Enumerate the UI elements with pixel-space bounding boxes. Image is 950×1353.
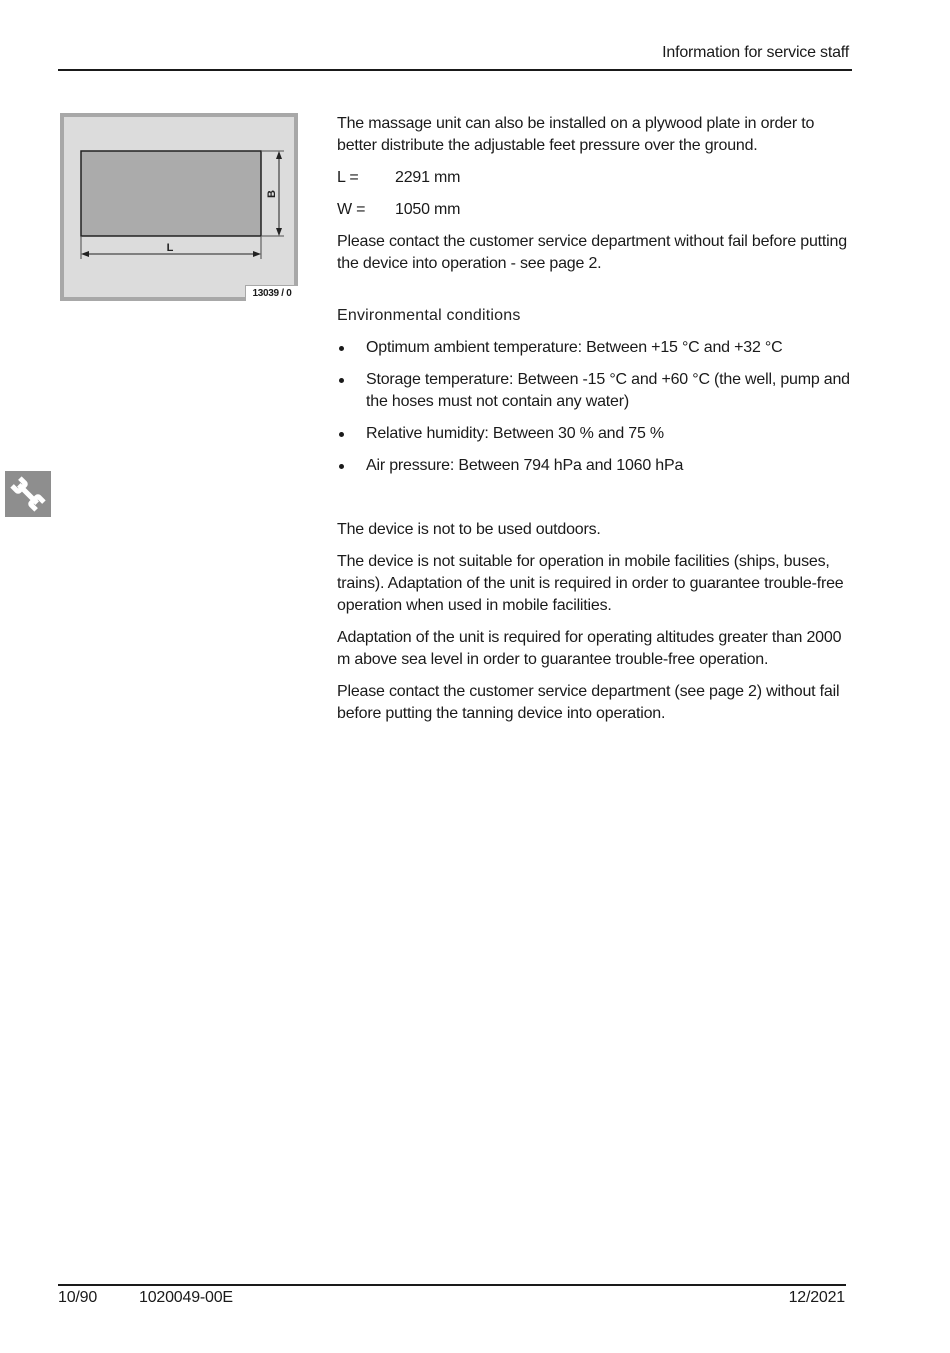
footer-rule: [58, 1284, 846, 1286]
intro-paragraph: The massage unit can also be installed on a plywood plate in order to better distribute the adjustable feet pressure over the ground.: [337, 115, 815, 154]
dimension-value: 1050 mm: [395, 201, 461, 218]
note-paragraph: Adaptation of the unit is required for operating altitudes greater than 2000 m above sea level in order to guarantee trouble-free operation.: [337, 629, 842, 668]
document-date: 12/2021: [788, 1289, 845, 1306]
figure-code: 13039 / 0: [245, 285, 298, 301]
width-label: B: [266, 190, 278, 198]
list-item: Relative humidity: Between 30 % and 75 %: [337, 423, 852, 445]
dimension-label: L =: [337, 169, 359, 186]
note-paragraph: The device is not to be used outdoors.: [337, 521, 601, 538]
plywood-plate-figure: [60, 113, 298, 301]
length-label: L: [166, 242, 174, 254]
environmental-conditions-heading: Environmental conditions: [337, 307, 521, 324]
operation-notes: [337, 519, 852, 725]
dimension-row-length: [337, 167, 852, 189]
wrench-icon: [5, 471, 51, 517]
list-item: Optimum ambient temperature: Between +15 °C and +32 °C: [337, 337, 852, 359]
contact-paragraph: Please contact the customer service department without fail before putting the device into operation - see page 2.: [337, 233, 847, 272]
service-section-tab: [5, 471, 51, 517]
dimension-value: 2291 mm: [395, 169, 461, 186]
environmental-conditions-list: [337, 337, 852, 477]
plate-diagram: [64, 117, 294, 297]
document-number: 1020049-00E: [139, 1289, 233, 1306]
main-content: [337, 113, 852, 735]
list-item: Storage temperature: Between -15 °C and +60 °C (the well, pump and the hoses must not contain any water): [337, 369, 852, 413]
note-paragraph: Please contact the customer service department (see page 2) without fail before putting the tanning device into operation.: [337, 683, 840, 722]
header-title: Information for service staff: [662, 44, 849, 61]
page-number: 10/90: [58, 1289, 98, 1306]
plate-rect: [81, 151, 261, 236]
dimension-label: W =: [337, 201, 366, 218]
header-rule: [58, 69, 852, 71]
dimension-row-width: [337, 199, 852, 221]
list-item: Air pressure: Between 794 hPa and 1060 hPa: [337, 455, 852, 477]
note-paragraph: The device is not suitable for operation in mobile facilities (ships, buses, trains). Adaptation of the unit is required in order to guarantee trouble-free operation when used in mobile facilities.: [337, 553, 844, 614]
